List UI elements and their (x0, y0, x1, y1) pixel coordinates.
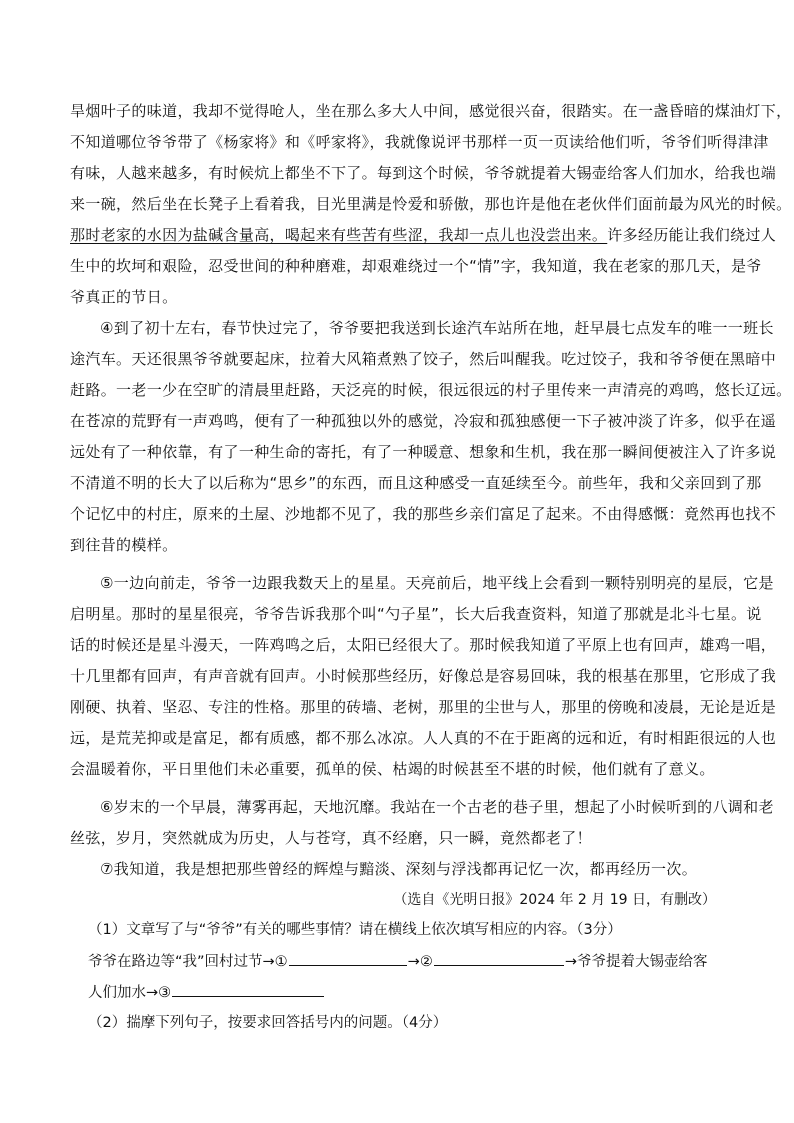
paragraph-3-line-1: 旱烟叶子的味道，我却不觉得呛人，坐在那么多大人中间，感觉很兴奋，很踏实。在一盏昏暗的煤油灯下， (70, 102, 792, 120)
paragraph-3-line-4: 来一碗，然后坐在长凳子上看着我，目光里满是怜爱和骄傲，那也许是他在老伙伴们面前最为风光的时候。 (70, 195, 792, 213)
question-1-part-4: 人们加水→③ (88, 985, 172, 1001)
paragraph-3-line-5 (70, 225, 777, 245)
paragraph-5-line-7: 会温暖着你，平日里他们未必重要，孤单的侯、枯竭的时候甚至不堪的时候，他们就有了意义。 (70, 760, 715, 778)
question-1-part-1: 爷爷在路边等“我”回村过节→① (88, 954, 288, 970)
paragraph-3-line-5-tail: 许多经历能让我们绕过人 (607, 226, 777, 244)
paragraph-5-line-2: 启明星。那时的星星很亮，爷爷告诉我那个叫“勺子星”，长大后我查资料，知道了那就是北斗七星。说 (70, 605, 762, 623)
paragraph-5-line-4: 十几里都有回声，有声音就有回声。小时候那些经历，好像总是容易回味，我的根基在那里，它形成了我 (70, 667, 777, 685)
question-2-prompt: （2）揣摩下列句子，按要求回答括号内的问题。（4分） (88, 1015, 448, 1031)
paragraph-4-line-2: 途汽车。天还很黑爷爷就要起床，拉着大风箱煮熟了饺子，然后叫醒我。吃过饺子，我和爷爷便在黑暗中 (70, 350, 777, 368)
answer-blank-2[interactable] (434, 951, 564, 966)
answer-blank-1[interactable] (289, 951, 407, 966)
paragraph-5-line-6: 远，是荒芜抑或是富足，都有质感，都不那么冰凉。人人真的不在于距离的远和近，有时相距很远的人也 (70, 729, 777, 747)
paragraph-7-line-1: ⑦我知道，我是想把那些曾经的辉煌与黯淡、深刻与浮浅都再记忆一次，都再经历一次。 (100, 860, 698, 878)
paragraph-4-line-4: 在苍凉的荒野有一声鸡鸣，便有了一种孤独以外的感觉，冷寂和孤独感便一下子被冲淡了许多，似乎在遥 (70, 412, 777, 430)
paragraph-5-line-1: ⑤一边向前走，爷爷一边跟我数天上的星星。天亮前后，地平线上会看到一颗特别明亮的星辰，它是 (100, 574, 774, 592)
paragraph-3-line-3: 有味，人越来越多，有时候炕上都坐不下了。每到这个时候，爷爷就提着大锡壶给客人们加水，给我也端 (70, 164, 777, 182)
paragraph-5-line-3: 话的时候还是星斗漫天，一阵鸡鸣之后，太阳已经很大了。那时候我知道了平原上也有回声，雄鸡一唱， (70, 636, 777, 654)
question-1-line-2 (88, 982, 325, 1003)
paragraph-6-line-1: ⑥岁末的一个早晨，薄雾再起，天地沉靡。我站在一个古老的巷子里，想起了小时候听到的八调和老 (100, 798, 774, 816)
paragraph-4-line-3: 赶路。一老一少在空旷的清晨里赶路，天泛亮的时候，很远很远的村子里传来一声清亮的鸡鸣，悠长辽远。 (70, 381, 792, 399)
paragraph-3-line-2: 不知道哪位爷爷带了《杨家将》和《呼家将》，我就像说评书那样一页一页读给他们听，爷爷们听得津津 (70, 133, 769, 151)
paragraph-5-line-5: 刚硬、执着、坚忍、专注的性格。那里的砖墙、老树，那里的尘世与人，那里的傍晚和凌晨，无论是近是 (70, 698, 777, 716)
paragraph-4-line-8: 到往昔的模样。 (70, 536, 178, 554)
underlined-sentence: 那时老家的水因为盐碱含量高，喝起来有些苦有些涩，我却一点儿也没尝出来。 (70, 226, 608, 244)
question-1-line-1 (88, 951, 707, 972)
question-1-arrow-2: →② (407, 954, 433, 970)
paragraph-6-line-2: 丝弦，岁月，突然就成为历史，人与苍穹，真不经磨，只一瞬，竟然都老了！ (70, 829, 592, 847)
paragraph-4-line-6: 不清道不明的长大了以后称为“思乡”的东西，而且这种感受一直延续至今。前些年，我和父亲回到了那 (70, 474, 762, 492)
question-1-prompt: （1）文章写了与“爷爷”有关的哪些事情？请在横线上依次填写相应的内容。（3分） (88, 922, 622, 938)
paragraph-3-line-6: 生中的坎坷和艰险，忍受世间的种种磨难，却艰难绕过一个“情”字，我知道，我在老家的那几天，是爷 (70, 257, 762, 275)
paragraph-4-line-5: 远处有了一种依靠，有了一种生命的寄托，有了一种暖意、想象和生机，我在那一瞬间便被注入了许多说 (70, 443, 777, 461)
source-citation: （选自《光明日报》2024 年 2 月 19 日，有删改） (393, 892, 716, 908)
question-1-part-3: →爷爷提着大锡壶给客 (564, 954, 708, 970)
paragraph-4-line-7: 个记忆中的村庄，原来的土屋、沙地都不见了，我的那些乡亲们富足了起来。不由得感慨：竟然再也找不 (70, 505, 777, 523)
answer-blank-3[interactable] (172, 982, 324, 997)
paragraph-4-line-1: ④到了初十左右，春节快过完了，爷爷要把我送到长途汽车站所在地，赶早晨七点发车的唯一一班长 (100, 319, 774, 337)
paragraph-3-line-7: 爷真正的节日。 (70, 288, 178, 306)
